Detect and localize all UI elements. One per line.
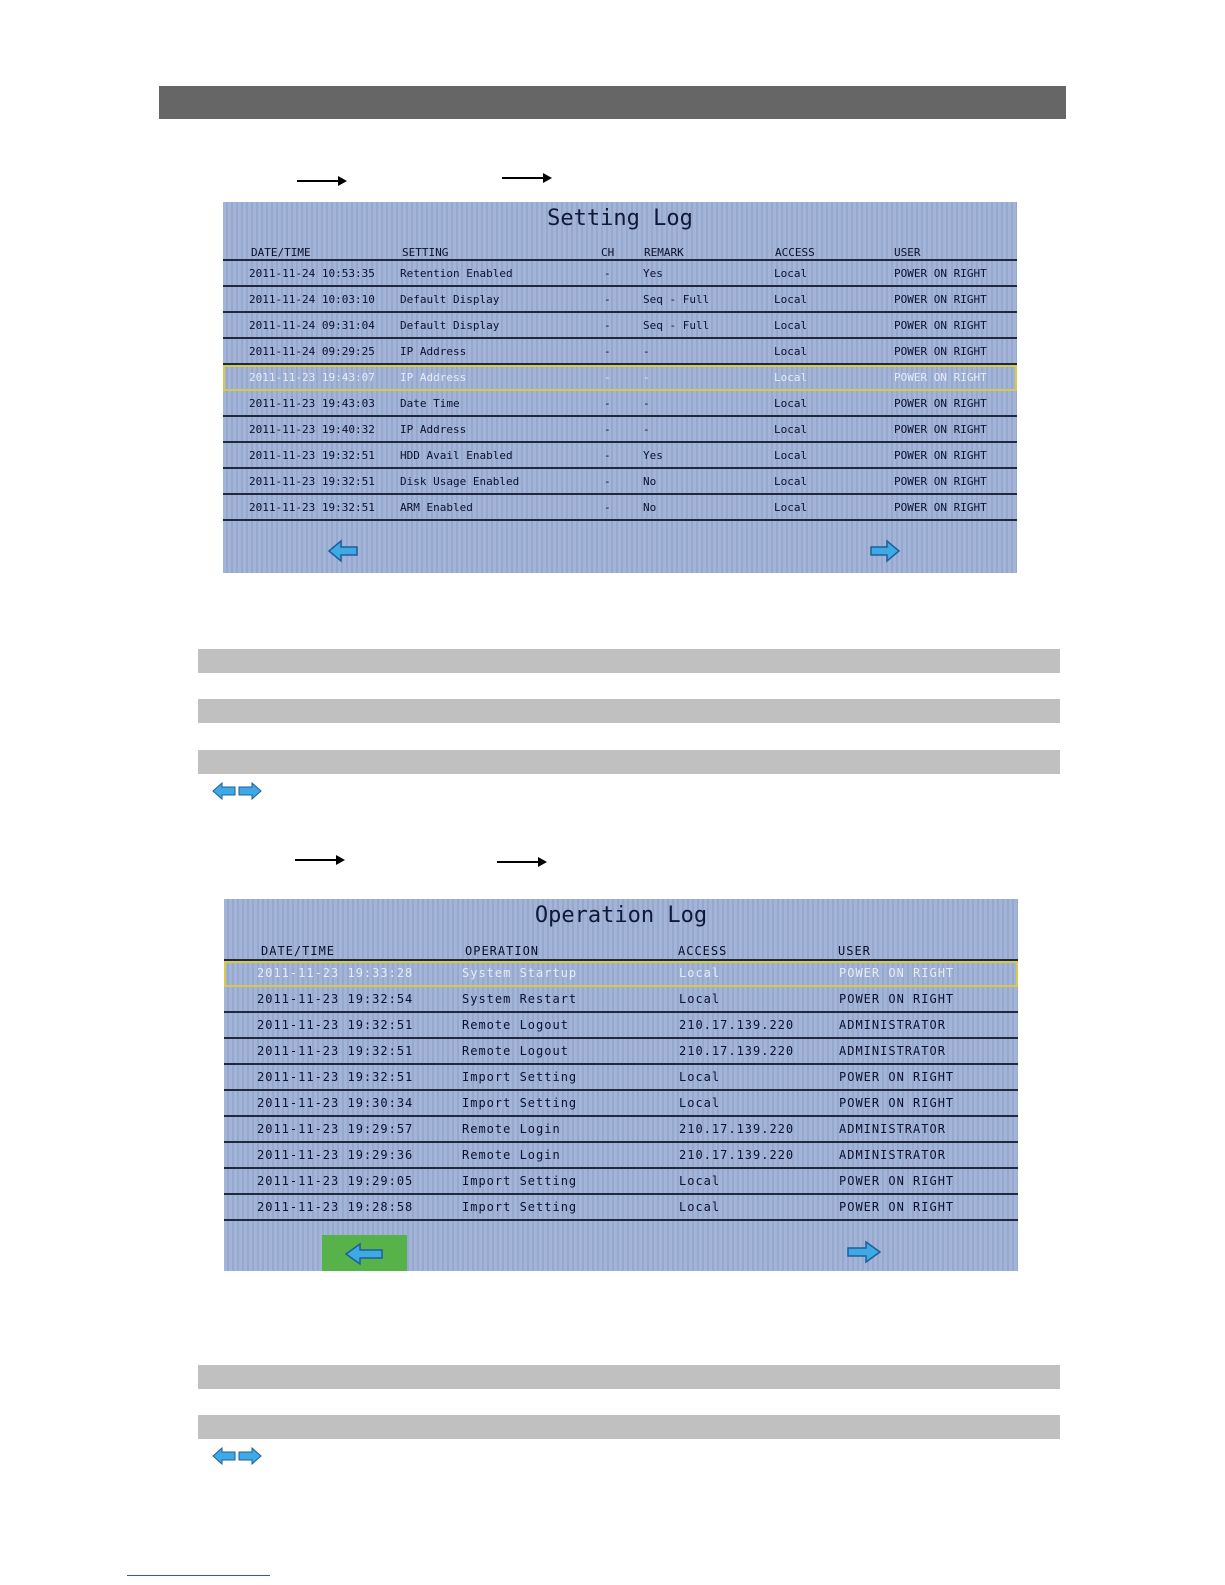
next-page-button[interactable] (865, 538, 905, 564)
cell-datetime: 2011-11-23 19:30:34 (257, 1096, 414, 1110)
cell-access: Local (774, 397, 808, 410)
path-arrow-icon (497, 861, 545, 863)
cell-operation: Import Setting (462, 1096, 578, 1110)
header-access: ACCESS (678, 944, 728, 958)
cell-user: POWER ON RIGHT (839, 992, 955, 1006)
cell-remark: - (643, 345, 650, 358)
cell-access: Local (774, 501, 808, 514)
cell-setting: HDD Avail Enabled (400, 449, 513, 462)
cell-ch: - (604, 423, 611, 436)
cell-datetime: 2011-11-23 19:43:03 (249, 397, 375, 410)
cell-user: POWER ON RIGHT (894, 423, 987, 436)
path-arrow-icon (502, 177, 550, 179)
cell-user: POWER ON RIGHT (839, 1096, 955, 1110)
prev-next-arrows-icon (211, 781, 263, 801)
table-row[interactable] (223, 261, 1017, 287)
cell-user: POWER ON RIGHT (894, 371, 987, 384)
cell-datetime: 2011-11-23 19:29:05 (257, 1174, 414, 1188)
cell-ch: - (604, 371, 611, 384)
prev-page-button[interactable] (323, 538, 363, 564)
cell-user: POWER ON RIGHT (839, 966, 955, 980)
prev-page-button[interactable] (322, 1235, 407, 1271)
cell-setting: Default Display (400, 319, 500, 332)
table-row[interactable] (224, 987, 1018, 1013)
cell-operation: System Restart (462, 992, 578, 1006)
cell-datetime: 2011-11-23 19:29:36 (257, 1148, 414, 1162)
cell-operation: System Startup (462, 966, 578, 980)
cell-datetime: 2011-11-23 19:29:57 (257, 1122, 414, 1136)
table-row[interactable] (224, 1143, 1018, 1169)
header-datetime: DATE/TIME (251, 246, 311, 259)
cell-access: Local (774, 319, 808, 332)
cell-user: ADMINISTRATOR (839, 1018, 946, 1032)
cell-datetime: 2011-11-23 19:32:51 (249, 475, 375, 488)
operation-log-panel (224, 899, 1018, 1271)
cell-access: Local (679, 1174, 721, 1188)
cell-access: Local (774, 371, 808, 384)
table-row[interactable] (223, 391, 1017, 417)
cell-user: ADMINISTRATOR (839, 1044, 946, 1058)
cell-remark: No (643, 501, 657, 514)
cell-user: POWER ON RIGHT (839, 1200, 955, 1214)
cell-ch: - (604, 345, 611, 358)
cell-datetime: 2011-11-24 10:53:35 (249, 267, 375, 280)
header-user: USER (838, 944, 871, 958)
gray-bar (198, 750, 1060, 774)
cell-operation: Import Setting (462, 1070, 578, 1084)
cell-remark: Yes (643, 449, 663, 462)
header-ch: CH (601, 246, 615, 259)
cell-access: Local (679, 1200, 721, 1214)
arrow-left-icon (323, 538, 363, 564)
cell-remark: Seq - Full (643, 293, 710, 306)
arrow-left-icon (322, 1235, 407, 1271)
cell-datetime: 2011-11-23 19:32:51 (249, 501, 375, 514)
cell-access: Local (679, 1070, 721, 1084)
cell-access: Local (679, 1096, 721, 1110)
cell-datetime: 2011-11-23 19:32:54 (257, 992, 414, 1006)
cell-ch: - (604, 319, 611, 332)
cell-access: Local (774, 345, 808, 358)
cell-datetime: 2011-11-24 09:31:04 (249, 319, 375, 332)
cell-access: 210.17.139.220 (679, 1122, 795, 1136)
setting-log-panel (223, 202, 1017, 573)
table-row[interactable] (224, 1039, 1018, 1065)
header-user: USER (894, 246, 921, 259)
gray-bar (198, 1415, 1060, 1439)
cell-remark: - (643, 397, 650, 410)
table-row[interactable] (223, 469, 1017, 495)
path-arrow-icon (295, 859, 343, 861)
cell-access: Local (774, 423, 808, 436)
table-row[interactable] (223, 339, 1017, 365)
cell-user: ADMINISTRATOR (839, 1122, 946, 1136)
cell-setting: IP Address (400, 345, 467, 358)
next-page-button[interactable] (844, 1239, 884, 1265)
cell-setting: Date Time (400, 397, 460, 410)
cell-operation: Remote Logout (462, 1018, 569, 1032)
setting-log-title: Setting Log (547, 206, 693, 231)
cell-operation: Import Setting (462, 1174, 578, 1188)
cell-remark: - (643, 371, 650, 384)
gray-bar (198, 699, 1060, 723)
cell-remark: Yes (643, 267, 663, 280)
cell-user: POWER ON RIGHT (839, 1174, 955, 1188)
cell-datetime: 2011-11-23 19:32:51 (257, 1044, 414, 1058)
table-row[interactable] (224, 1117, 1018, 1143)
cell-user: POWER ON RIGHT (894, 501, 987, 514)
cell-access: Local (774, 475, 808, 488)
cell-access: Local (679, 966, 721, 980)
cell-setting: IP Address (400, 423, 467, 436)
table-row-selected[interactable] (224, 961, 1018, 987)
cell-setting: Disk Usage Enabled (400, 475, 520, 488)
cell-user: POWER ON RIGHT (894, 319, 987, 332)
cell-user: POWER ON RIGHT (894, 345, 987, 358)
cell-operation: Import Setting (462, 1200, 578, 1214)
path-arrow-icon (297, 180, 345, 182)
table-row[interactable] (223, 287, 1017, 313)
gray-bar (198, 1365, 1060, 1389)
cell-ch: - (604, 501, 611, 514)
cell-setting: Retention Enabled (400, 267, 513, 280)
cell-access: 210.17.139.220 (679, 1044, 795, 1058)
table-row[interactable] (224, 1013, 1018, 1039)
cell-ch: - (604, 449, 611, 462)
cell-setting: Default Display (400, 293, 500, 306)
cell-user: POWER ON RIGHT (894, 449, 987, 462)
cell-ch: - (604, 267, 611, 280)
operation-log-title: Operation Log (534, 903, 708, 928)
cell-datetime: 2011-11-23 19:33:28 (257, 966, 414, 980)
cell-operation: Remote Logout (462, 1044, 569, 1058)
table-row[interactable] (223, 313, 1017, 339)
header-setting: SETTING (402, 246, 449, 259)
cell-remark: - (643, 423, 650, 436)
cell-datetime: 2011-11-23 19:32:51 (257, 1070, 414, 1084)
cell-ch: - (604, 397, 611, 410)
arrow-right-icon (844, 1239, 884, 1265)
footer-underline (127, 1575, 270, 1576)
cell-setting: ARM Enabled (400, 501, 473, 514)
table-row[interactable] (223, 417, 1017, 443)
cell-operation: Remote Login (462, 1148, 561, 1162)
cell-access: Local (774, 267, 808, 280)
header-operation: OPERATION (465, 944, 540, 958)
cell-ch: - (604, 293, 611, 306)
cell-access: Local (774, 449, 808, 462)
section-header-bar (159, 86, 1066, 119)
cell-datetime: 2011-11-23 19:28:58 (257, 1200, 414, 1214)
gray-bar (198, 649, 1060, 673)
cell-user: ADMINISTRATOR (839, 1148, 946, 1162)
cell-user: POWER ON RIGHT (839, 1070, 955, 1084)
cell-datetime: 2011-11-24 10:03:10 (249, 293, 375, 306)
cell-operation: Remote Login (462, 1122, 561, 1136)
table-row[interactable] (224, 1195, 1018, 1221)
table-row[interactable] (224, 1169, 1018, 1195)
table-row-selected[interactable] (223, 365, 1017, 391)
table-row[interactable] (223, 443, 1017, 469)
cell-user: POWER ON RIGHT (894, 475, 987, 488)
cell-datetime: 2011-11-23 19:40:32 (249, 423, 375, 436)
cell-user: POWER ON RIGHT (894, 293, 987, 306)
cell-datetime: 2011-11-24 09:29:25 (249, 345, 375, 358)
cell-access: Local (679, 992, 721, 1006)
table-row[interactable] (224, 1065, 1018, 1091)
header-remark: REMARK (644, 246, 684, 259)
arrow-right-icon (865, 538, 905, 564)
cell-user: POWER ON RIGHT (894, 397, 987, 410)
header-datetime: DATE/TIME (261, 944, 336, 958)
table-row[interactable] (223, 495, 1017, 521)
table-row[interactable] (224, 1091, 1018, 1117)
prev-next-arrows-icon (211, 1446, 263, 1466)
cell-datetime: 2011-11-23 19:32:51 (257, 1018, 414, 1032)
cell-ch: - (604, 475, 611, 488)
cell-datetime: 2011-11-23 19:32:51 (249, 449, 375, 462)
cell-datetime: 2011-11-23 19:43:07 (249, 371, 375, 384)
cell-access: 210.17.139.220 (679, 1148, 795, 1162)
cell-setting: IP Address (400, 371, 467, 384)
cell-remark: Seq - Full (643, 319, 710, 332)
header-access: ACCESS (775, 246, 815, 259)
cell-access: 210.17.139.220 (679, 1018, 795, 1032)
cell-access: Local (774, 293, 808, 306)
cell-remark: No (643, 475, 657, 488)
cell-user: POWER ON RIGHT (894, 267, 987, 280)
